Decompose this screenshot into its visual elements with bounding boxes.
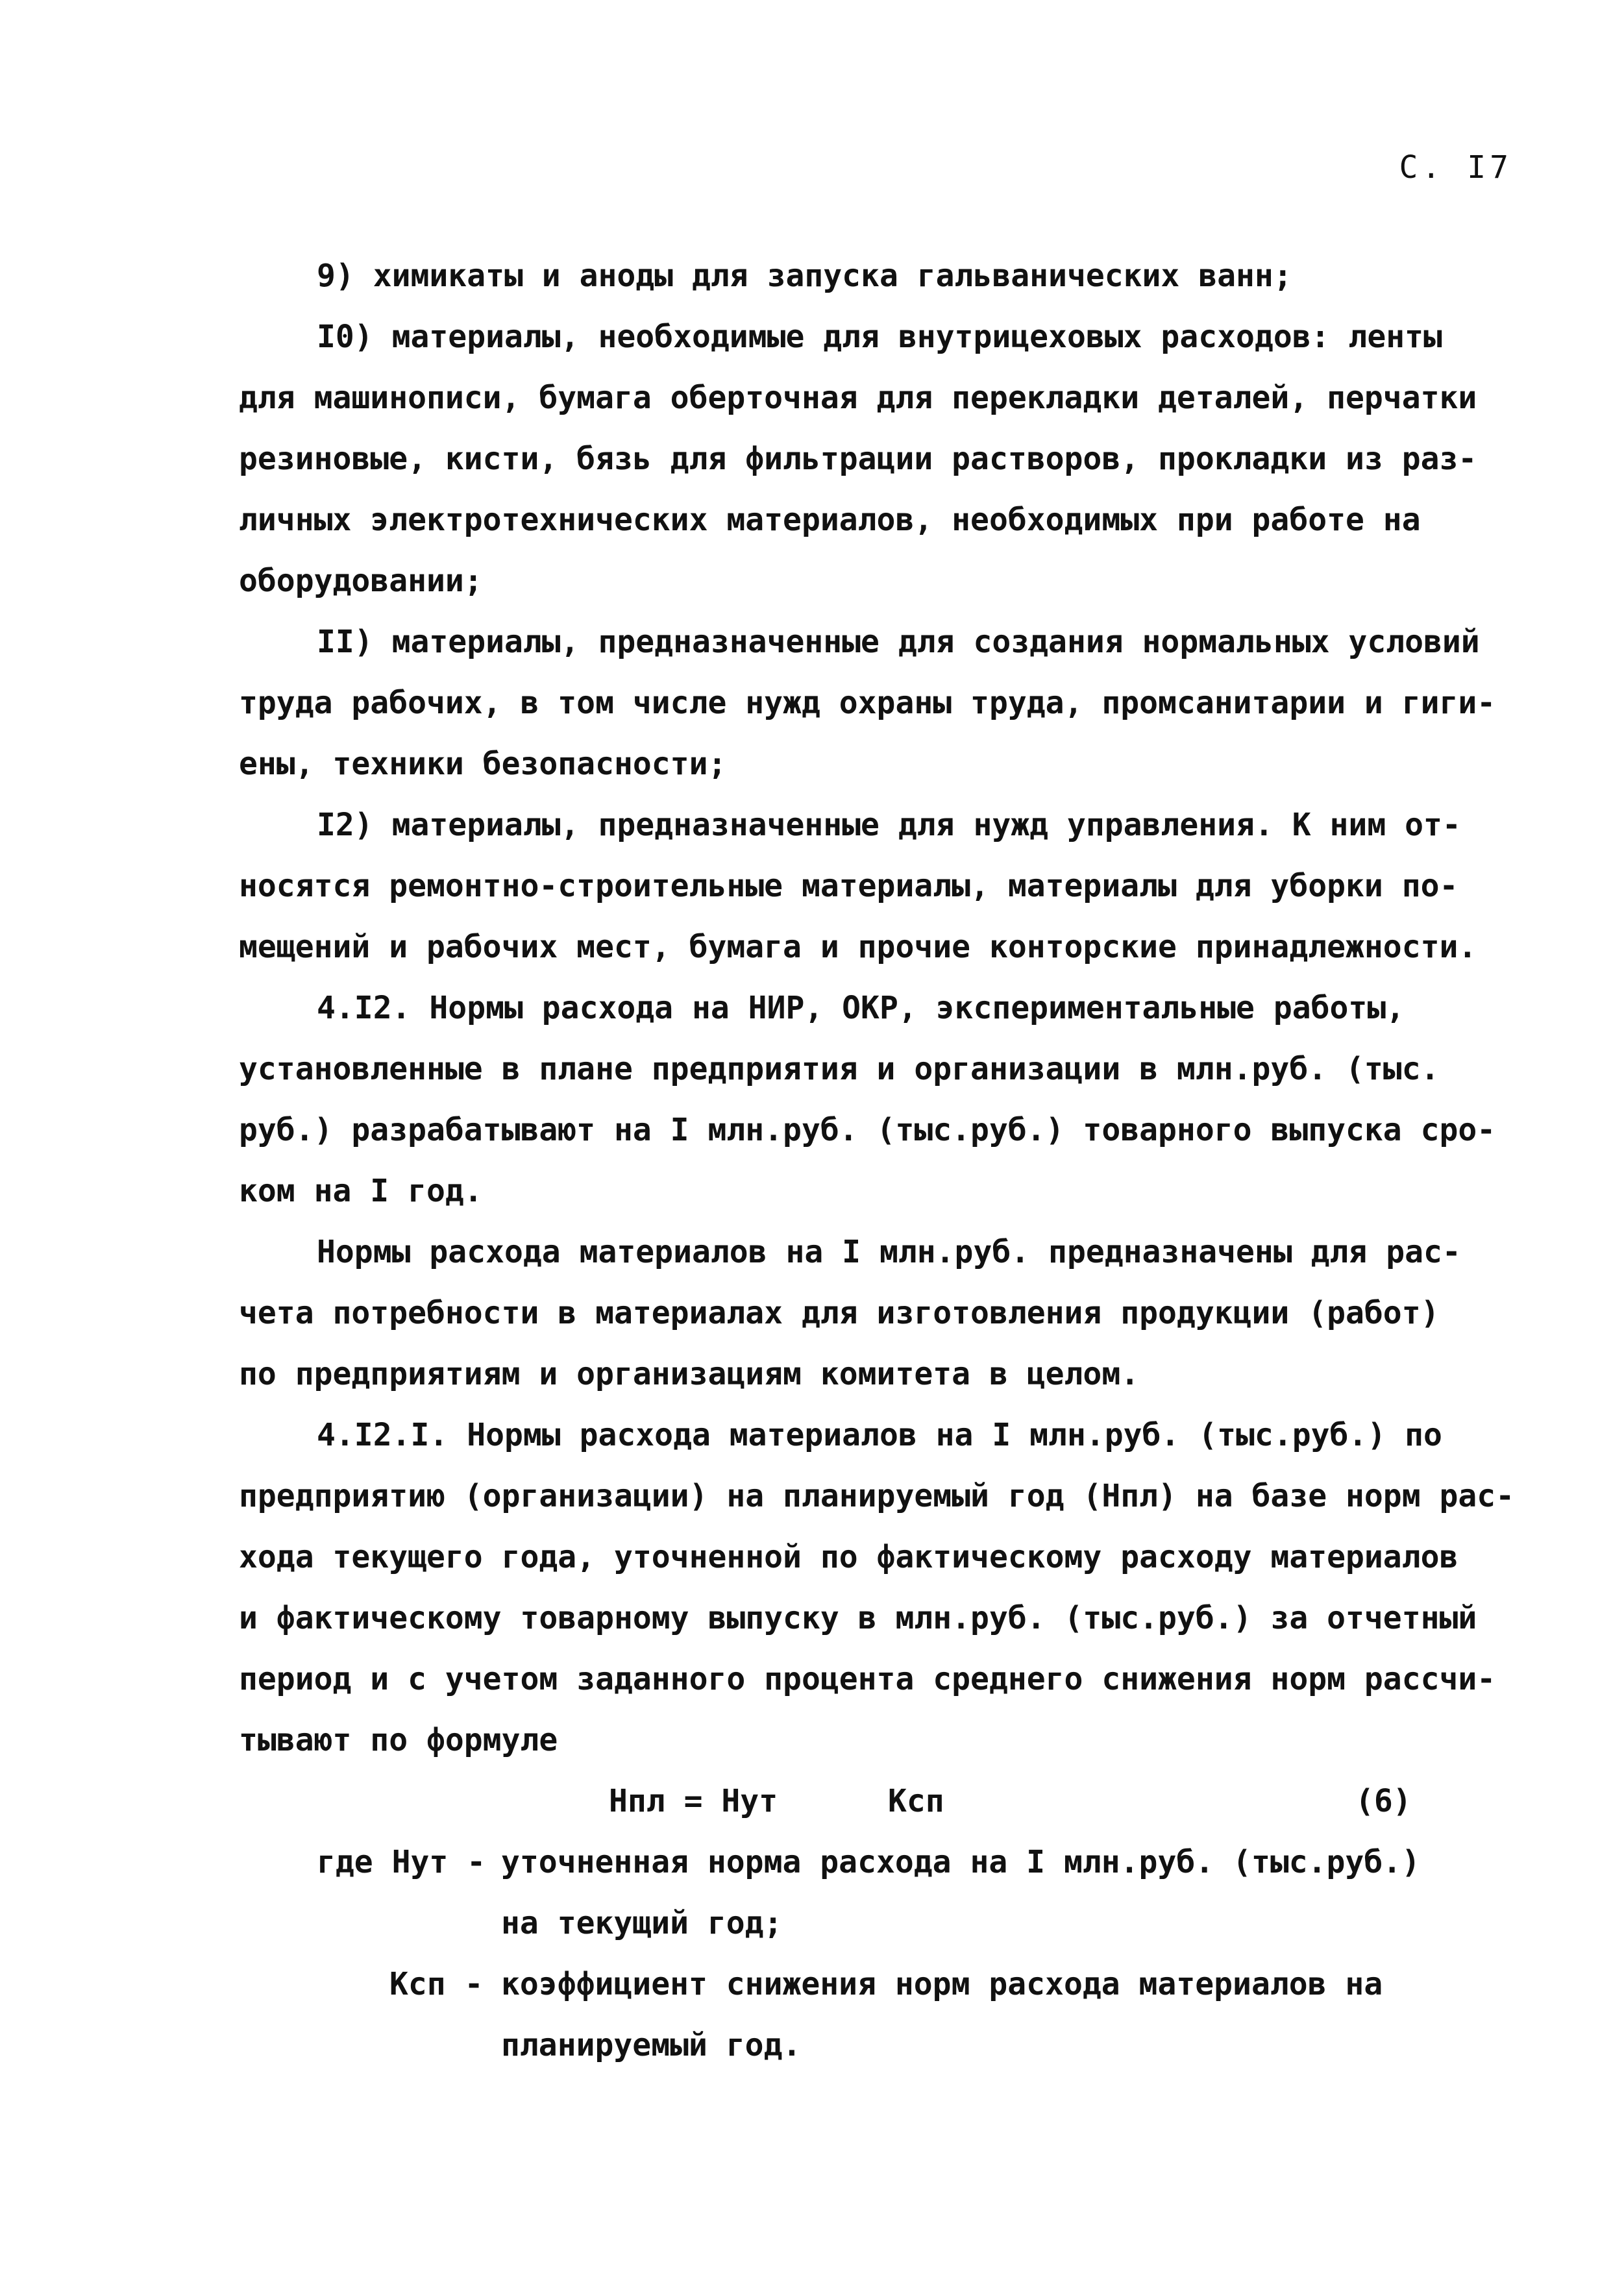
text-line: оборудовании; [239, 563, 483, 599]
list-item-11: ІІ) материалы, предназначенные для создания нормальных условий [317, 624, 1480, 660]
definition-text: коэффициент снижения норм расхода материалов на [501, 1966, 1383, 2002]
text-line: мещений и рабочих мест, бумага и прочие конторские принадлежности. [239, 929, 1477, 965]
formula-factor: Ксп [888, 1783, 944, 1819]
paragraph-norms: Нормы расхода материалов на І млн.руб. предназначены для рас- [317, 1234, 1461, 1270]
section-4-12: 4.І2. Нормы расхода на НИР, ОКР, экспериментальные работы, [317, 990, 1405, 1026]
definition-term: где Нут - [317, 1844, 486, 1880]
text-line: по предприятиям и организациям комитета в целом. [239, 1356, 1140, 1392]
text-line: резиновые, кисти, бязь для фильтрации растворов, прокладки из раз- [239, 441, 1477, 477]
list-item-9: 9) химикаты и аноды для запуска гальванических ванн; [317, 258, 1292, 294]
section-4-12-1: 4.І2.І. Нормы расхода материалов на І млн.руб. (тыс.руб.) по [317, 1417, 1442, 1453]
text-line: ком на І год. [239, 1173, 483, 1209]
list-item-10: І0) материалы, необходимые для внутрицеховых расходов: ленты [317, 319, 1442, 355]
definition-text: планируемый год. [501, 2027, 802, 2063]
definition-nut-cont [239, 1893, 1511, 1954]
text-line: хода текущего года, уточненной по фактическому расходу материалов [239, 1539, 1458, 1575]
page-number: С. І7 [1399, 149, 1512, 186]
definition-nut [239, 1832, 1511, 1893]
text-line: чета потребности в материалах для изготовления продукции (работ) [239, 1295, 1440, 1331]
definition-text: уточненная норма расхода на І млн.руб. (тыс.руб.) [501, 1844, 1421, 1880]
formula-number: (6) [1355, 1783, 1412, 1819]
text-line: установленные в плане предприятия и организации в млн.руб. (тыс. [239, 1051, 1440, 1087]
definition-text: на текущий год; [501, 1905, 783, 1941]
text-line: ены, техники безопасности; [239, 746, 727, 782]
text-line: и фактическому товарному выпуску в млн.руб. (тыс.руб.) за отчетный [239, 1600, 1477, 1636]
definition-ksp-cont [239, 2015, 1511, 2076]
text-line: тывают по формуле [239, 1722, 558, 1758]
text-line: предприятию (организации) на планируемый год (Нпл) на базе норм рас- [239, 1478, 1515, 1514]
text-line: личных электротехнических материалов, необходимых при работе на [239, 502, 1421, 538]
definition-term: Ксп - [389, 1966, 484, 2002]
text-line: период и с учетом заданного процента среднего снижения норм рассчи- [239, 1661, 1496, 1697]
text-line: для машинописи, бумага оберточная для перекладки деталей, перчатки [239, 380, 1477, 416]
text-line: труда рабочих, в том числе нужд охраны труда, промсанитарии и гиги- [239, 685, 1496, 721]
text-line: носятся ремонтно-строительные материалы, материалы для уборки по- [239, 868, 1458, 904]
formula-expression: Нпл = Нут [609, 1783, 778, 1819]
definition-ksp [239, 1954, 1511, 2015]
list-item-12: І2) материалы, предназначенные для нужд управления. К ним от- [317, 807, 1461, 843]
formula-6 [239, 1771, 1511, 1832]
body-text [239, 245, 1515, 2076]
text-line: руб.) разрабатывают на І млн.руб. (тыс.руб.) товарного выпуска сро- [239, 1112, 1496, 1148]
